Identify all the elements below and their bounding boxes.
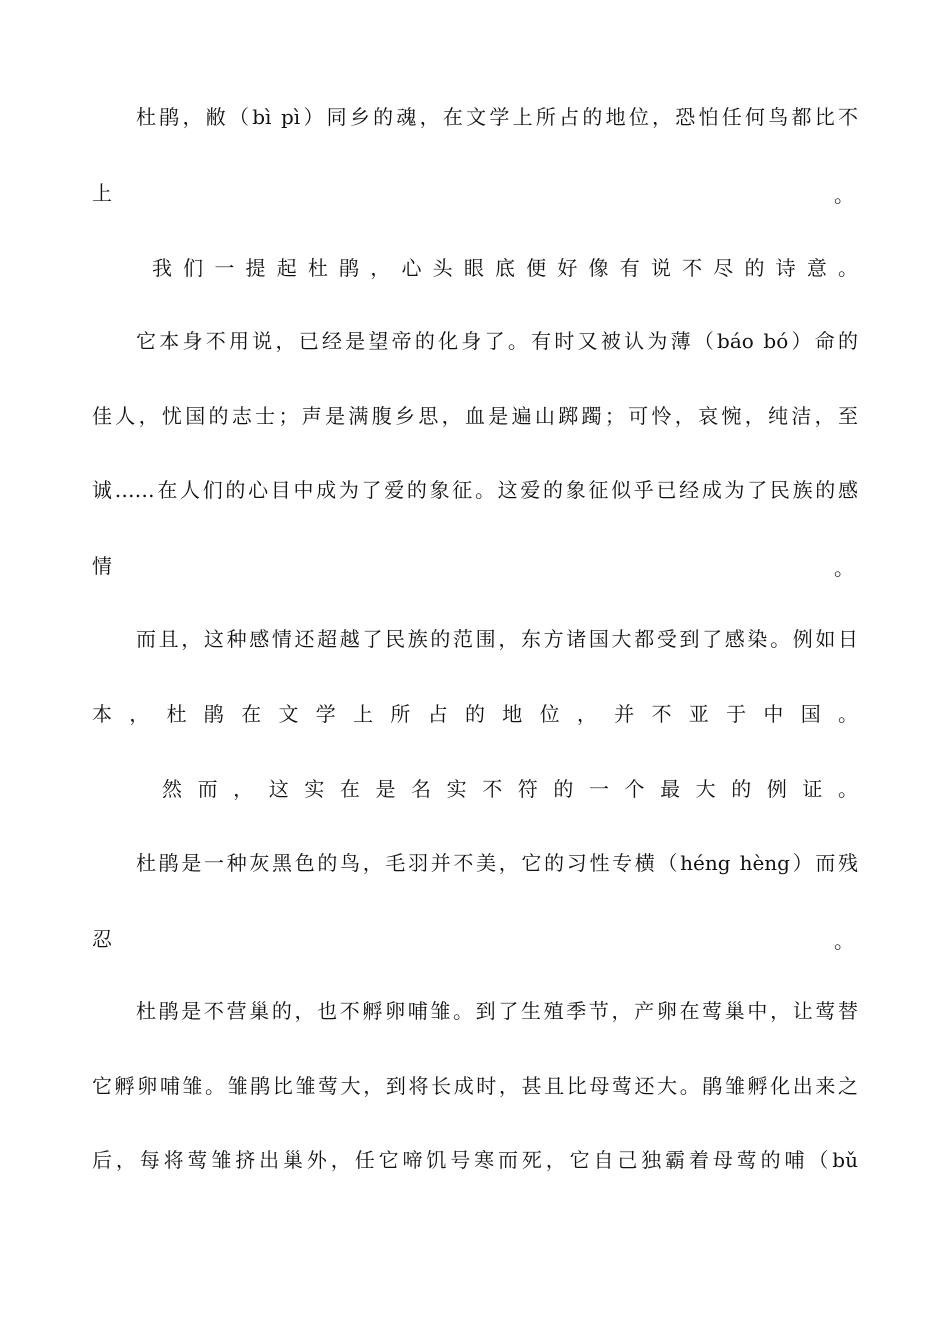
text-line: 佳人，忧国的志士；声是满腹乡思，血是遍山踯躅；可怜，哀惋，纯洁，至 xyxy=(92,404,858,428)
text-line: 它孵卵哺雏。雏鹃比雏莺大，到将长成时，甚且比母莺还大。鹃雏孵化出来之 xyxy=(92,1074,858,1098)
line-end-period: 。 xyxy=(834,929,854,953)
line-end-period: 。 xyxy=(834,183,854,207)
text-line: 杜鹃，敝（bì pì）同乡的魂，在文学上所占的地位，恐怕任何鸟都比不 xyxy=(136,105,858,129)
text-line: 诚……在人们的心目中成为了爱的象征。这爱的象征似乎已经成为了民族的感 xyxy=(92,478,858,502)
text-line: 它本身不用说，已经是望帝的化身了。有时又被认为薄（báo bó）命的 xyxy=(136,329,858,353)
text-line: 而且，这种感情还超越了民族的范围，东方诸国大都受到了感染。例如日 xyxy=(136,627,858,651)
text-line: 本，杜鹃在文学上所占的地位，并不亚于中国。 xyxy=(92,702,858,726)
text-line: 然而，这实在是名实不符的一个最大的例证。 xyxy=(162,777,858,801)
text-line: 后，每将莺雏挤出巢外，任它啼饥号寒而死，它自己独霸着母莺的哺（bǔ xyxy=(92,1148,858,1172)
text-line: 上 xyxy=(92,181,112,205)
text-line: 杜鹃是一种灰黑色的鸟，毛羽并不美，它的习性专横（héng hèng）而残 xyxy=(136,851,858,875)
text-line: 忍 xyxy=(92,927,112,951)
text-line: 杜鹃是不营巢的，也不孵卵哺雏。到了生殖季节，产卵在莺巢中，让莺替 xyxy=(136,999,858,1023)
line-end-period: 。 xyxy=(834,556,854,580)
text-line: 我们一提起杜鹃，心头眼底便好像有说不尽的诗意。 xyxy=(152,256,858,280)
text-line: 情 xyxy=(92,554,112,578)
